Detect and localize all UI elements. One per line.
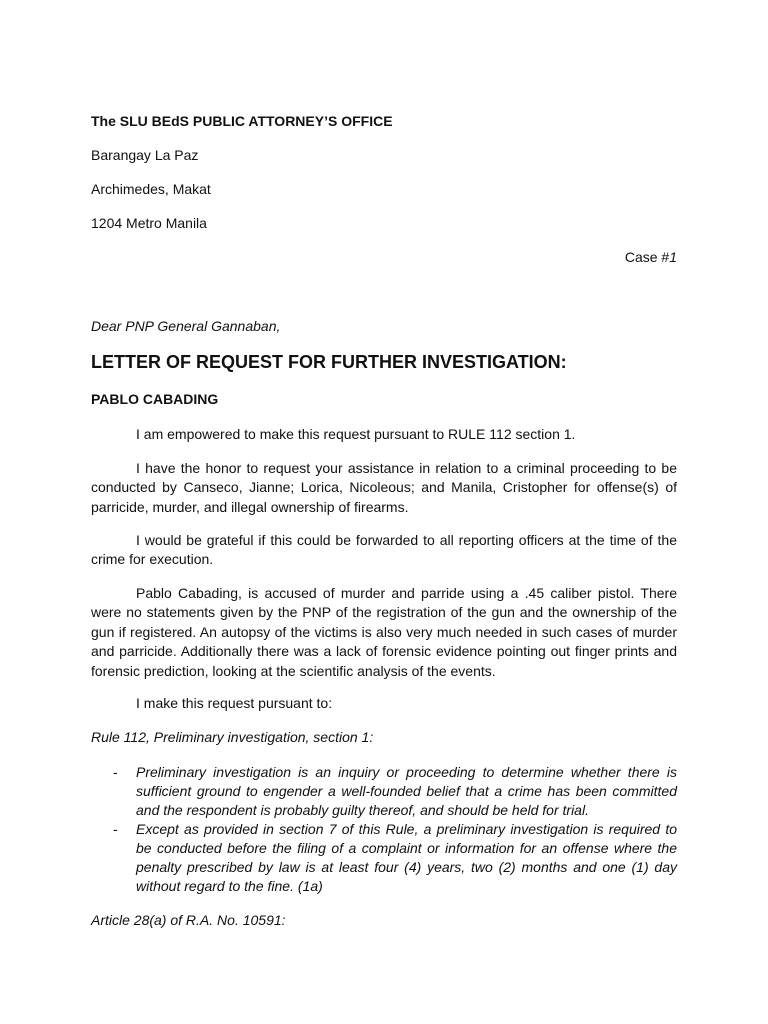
- article-heading: Article 28(a) of R.A. No. 10591:: [91, 912, 286, 928]
- list-bullet: -: [113, 821, 118, 837]
- paragraph-1: I am empowered to make this request pursuant to RULE 112 section 1.: [136, 426, 576, 442]
- case-number: 1: [669, 249, 677, 265]
- paragraph-3: I would be grateful if this could be forwarded to all reporting officers at the time of the crime for execution.: [91, 532, 677, 568]
- paragraph-2: I have the honor to request your assistance in relation to a criminal proceeding to be conducted by Canseco, Jianne; Lorica, Nicoleous; and Manila, Cristopher for offense(s) of parricide, murder, and illegal ownership of firearms.: [91, 460, 677, 515]
- letter-page: [91, 0, 677, 1024]
- rule-heading: Rule 112, Preliminary investigation, section 1:: [91, 729, 374, 745]
- list-item: [91, 763, 677, 820]
- paragraph-5: I make this request pursuant to:: [136, 695, 333, 711]
- address-line-2: Archimedes, Makat: [91, 181, 211, 197]
- paragraph-4: Pablo Cabading, is accused of murder and parride using a .45 caliber pistol. There were no statements given by the PNP of the registration of the gun and the ownership of the gun if registered. An autopsy of the victims is also very much needed in such cases of murder and parricide. Additionally there was a lack of forensic evidence pointing out finger prints and forensic prediction, looking at the scientific analysis of the events.: [91, 585, 677, 679]
- office-name: The SLU BEdS PUBLIC ATTORNEY’S OFFICE: [91, 113, 393, 129]
- rule-list: [91, 763, 677, 896]
- list-item: [91, 820, 677, 896]
- case-label: Case #: [624, 249, 670, 265]
- list-bullet: -: [113, 764, 118, 780]
- address-line-3: 1204 Metro Manila: [91, 215, 207, 231]
- letter-title: LETTER OF REQUEST FOR FURTHER INVESTIGATION:: [91, 352, 567, 372]
- case-reference: [625, 248, 677, 267]
- subject-name: PABLO CABADING: [91, 391, 219, 407]
- list-item-text: Preliminary investigation is an inquiry or proceeding to determine whether there is sufficient ground to engender a well-founded belief that a crime has been committed and the respondent is probably guilty thereof, and should be held for trial.: [136, 764, 677, 818]
- address-line-1: Barangay La Paz: [91, 147, 199, 163]
- list-item-text: Except as provided in section 7 of this Rule, a preliminary investigation is required to be conducted before the filing of a complaint or information for an offense where the penalty prescribed by law is at least four (4) years, two (2) months and one (1) day without regard to the fine. (1a): [136, 821, 677, 894]
- salutation: Dear PNP General Gannaban,: [91, 318, 281, 334]
